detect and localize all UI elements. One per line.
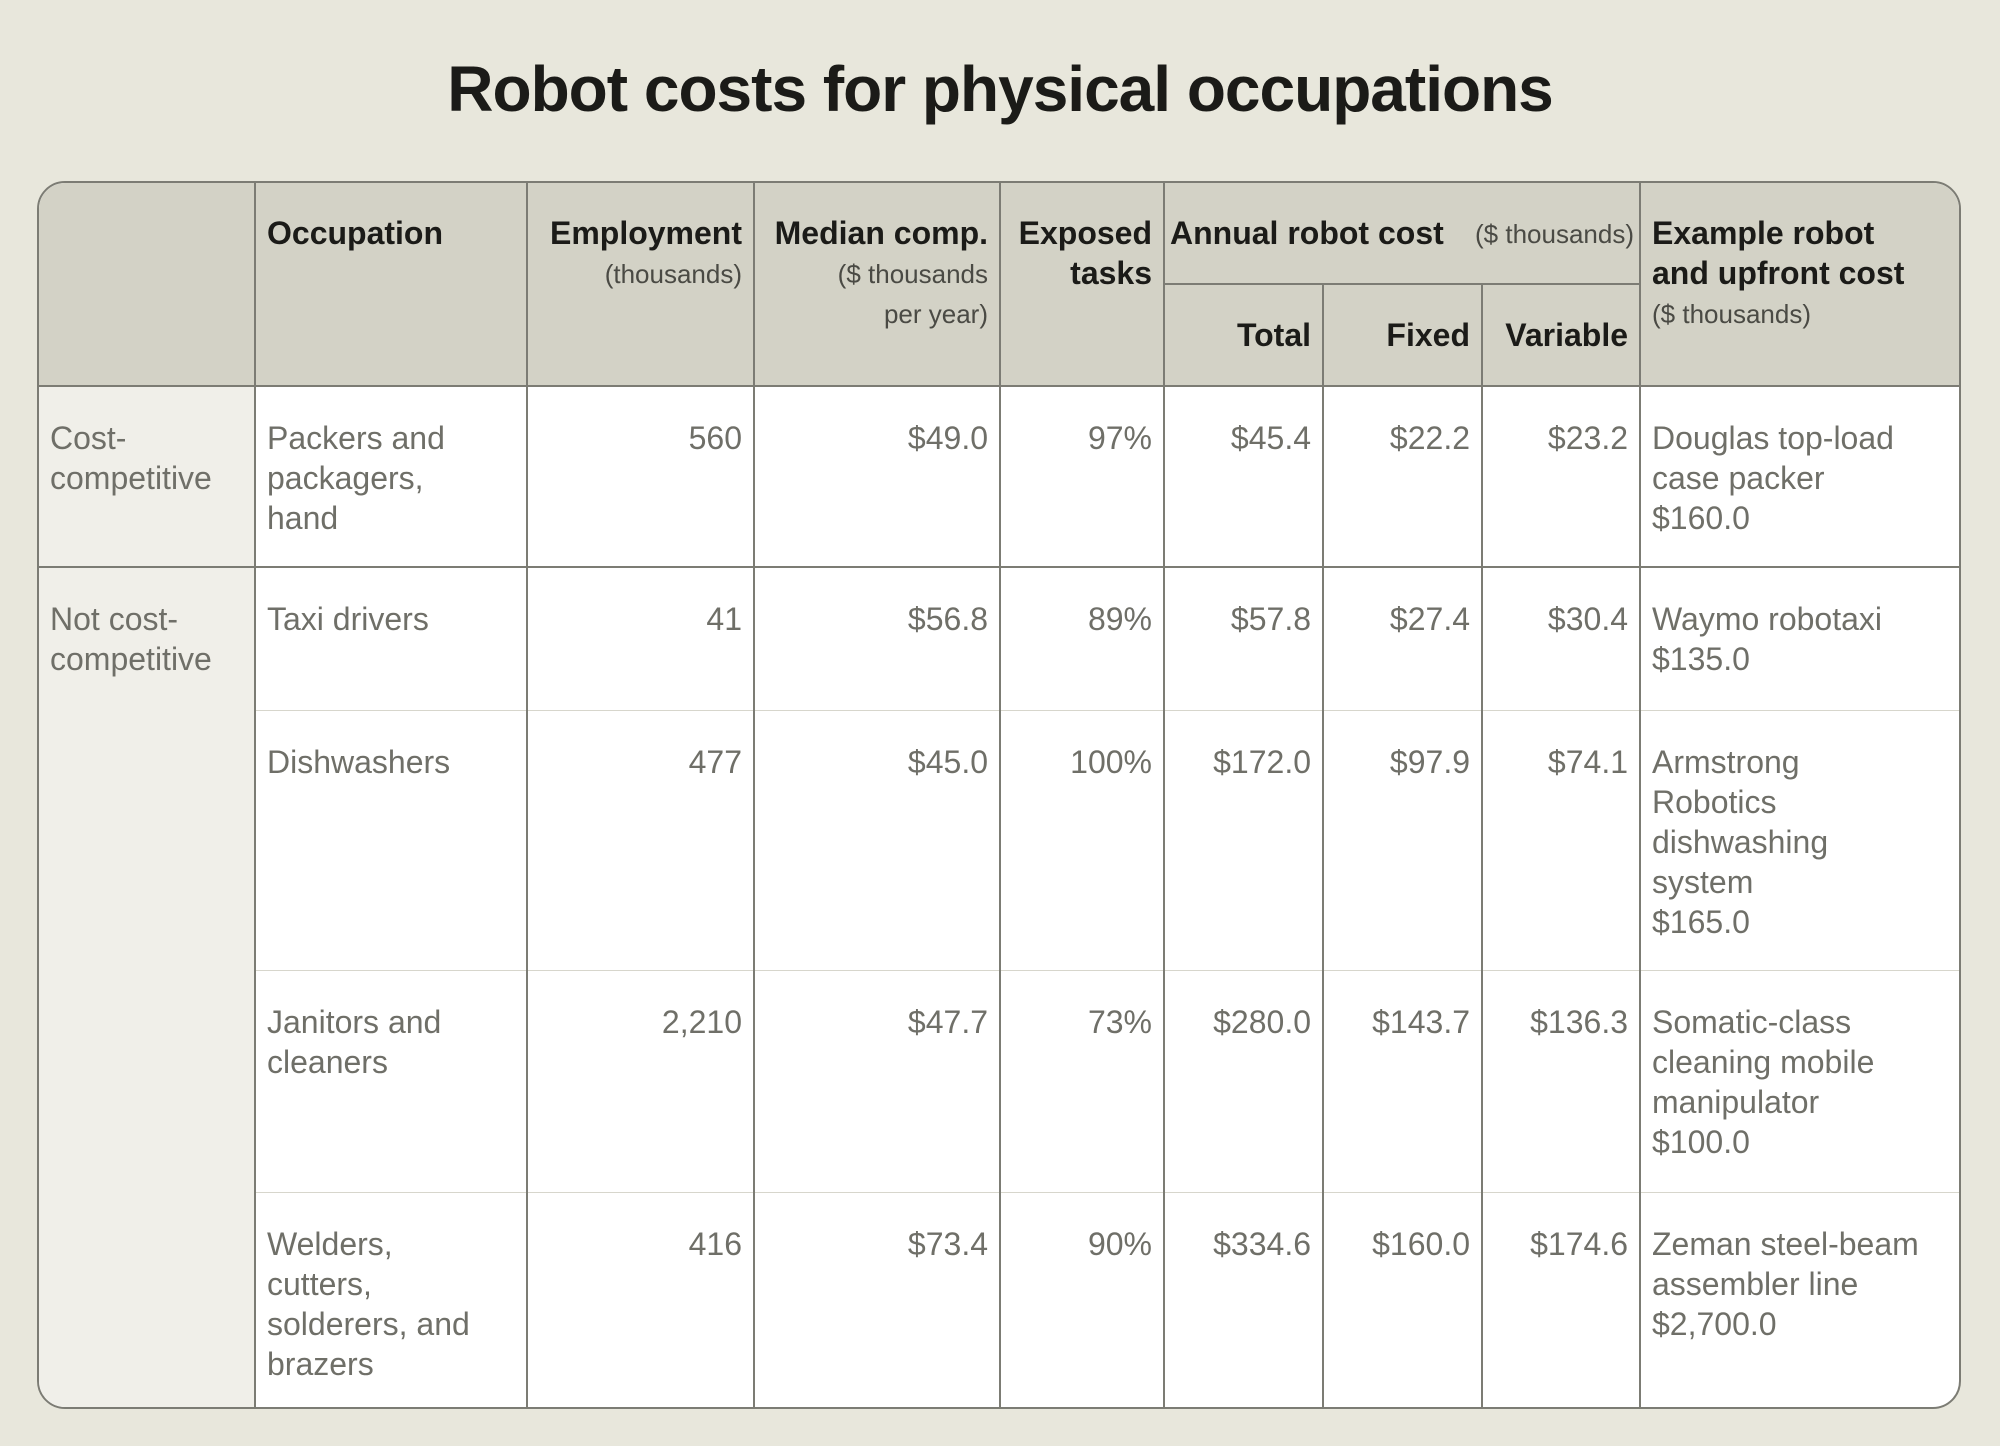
cell-total: $172.0 <box>1213 744 1311 780</box>
cell-employment: 41 <box>706 601 742 637</box>
cell-occupation: solderers, and <box>267 1306 470 1342</box>
cell-occupation: Packers and <box>267 420 445 456</box>
cell-total: $334.6 <box>1213 1226 1311 1262</box>
header-exposed-2: tasks <box>1070 255 1152 291</box>
cell-fixed: $27.4 <box>1389 601 1470 637</box>
cell-example-robot: $100.0 <box>1652 1124 1750 1160</box>
cell-median-comp: $73.4 <box>907 1226 988 1262</box>
cell-fixed: $160.0 <box>1372 1226 1470 1262</box>
header-employment: Employment <box>549 215 742 251</box>
cell-example-robot: Douglas top-load <box>1652 420 1894 456</box>
cell-example-robot: cleaning mobile <box>1652 1044 1875 1080</box>
header-exposed: Exposed <box>1018 215 1152 251</box>
cell-employment: 477 <box>688 744 742 780</box>
header-example-robot: Example robot <box>1652 215 1875 251</box>
cell-variable: $136.3 <box>1530 1004 1628 1040</box>
column-divider <box>254 183 256 1409</box>
cell-example-robot: system <box>1652 864 1754 900</box>
cell-employment: 2,210 <box>661 1004 742 1040</box>
cell-variable: $23.2 <box>1547 420 1628 456</box>
data-table <box>37 181 1961 1409</box>
row-divider <box>255 710 1961 711</box>
cell-example-robot: $2,700.0 <box>1652 1306 1777 1342</box>
header-example-unit: ($ thousands) <box>1652 299 1811 329</box>
cell-occupation: cleaners <box>267 1044 388 1080</box>
cell-variable: $74.1 <box>1547 744 1628 780</box>
cell-example-robot: Waymo robotaxi <box>1652 601 1882 637</box>
column-divider <box>999 183 1001 1409</box>
header-median-comp-unit: ($ thousands <box>837 259 988 289</box>
column-divider <box>1639 183 1641 1409</box>
cell-example-robot: $160.0 <box>1652 500 1750 536</box>
cell-example-robot: dishwashing <box>1652 824 1829 860</box>
header-annual-robot-cost: Annual robot cost <box>1170 215 1444 251</box>
cell-variable: $30.4 <box>1547 601 1628 637</box>
cell-exposed: 73% <box>1087 1004 1152 1040</box>
cell-fixed: $143.7 <box>1372 1004 1470 1040</box>
header-median-comp: Median comp. <box>774 215 988 251</box>
cell-example-robot: $165.0 <box>1652 904 1750 940</box>
cell-example-robot: assembler line <box>1652 1266 1859 1302</box>
group-label: competitive <box>50 641 212 677</box>
cell-occupation: Welders, <box>267 1226 393 1262</box>
cell-occupation: hand <box>267 500 339 536</box>
cell-exposed: 97% <box>1087 420 1152 456</box>
column-divider <box>1481 284 1483 1409</box>
cell-occupation: cutters, <box>267 1266 372 1302</box>
header-median-comp-unit-2: per year) <box>883 299 988 329</box>
header-annual-unit: ($ thousands) <box>1475 219 1634 249</box>
row-divider <box>255 1192 1961 1193</box>
cell-example-robot: Armstrong <box>1652 744 1800 780</box>
column-divider <box>753 183 755 1409</box>
cell-example-robot: Somatic-class <box>1652 1004 1852 1040</box>
header-occupation: Occupation <box>267 215 444 251</box>
cell-occupation: Janitors and <box>267 1004 442 1040</box>
cell-median-comp: $56.8 <box>907 601 988 637</box>
group-label: Not cost- <box>50 601 179 637</box>
header-fixed: Fixed <box>1386 317 1470 353</box>
cell-total: $280.0 <box>1213 1004 1311 1040</box>
cell-example-robot: $135.0 <box>1652 641 1750 677</box>
cell-example-robot: Zeman steel-beam <box>1652 1226 1919 1262</box>
cell-example-robot: case packer <box>1652 460 1825 496</box>
group-label: competitive <box>50 460 212 496</box>
cell-median-comp: $49.0 <box>907 420 988 456</box>
cell-example-robot: manipulator <box>1652 1084 1820 1120</box>
cell-total: $45.4 <box>1230 420 1311 456</box>
column-divider <box>1322 284 1324 1409</box>
cell-fixed: $22.2 <box>1389 420 1470 456</box>
column-divider <box>1163 183 1165 1409</box>
cell-occupation: packagers, <box>267 460 424 496</box>
cell-occupation: brazers <box>267 1346 374 1382</box>
cell-occupation: Taxi drivers <box>267 601 429 637</box>
cell-median-comp: $47.7 <box>907 1004 988 1040</box>
cell-example-robot: Robotics <box>1652 784 1777 820</box>
header-total: Total <box>1236 317 1311 353</box>
cell-variable: $174.6 <box>1530 1226 1628 1262</box>
category-column-background <box>39 386 255 1409</box>
cell-exposed: 90% <box>1087 1226 1152 1262</box>
cell-occupation: Dishwashers <box>267 744 451 780</box>
cell-total: $57.8 <box>1230 601 1311 637</box>
header-variable: Variable <box>1505 317 1628 353</box>
group-label: Cost- <box>50 420 127 456</box>
header-employment-unit: (thousands) <box>604 259 742 289</box>
cell-exposed: 89% <box>1087 601 1152 637</box>
cell-median-comp: $45.0 <box>907 744 988 780</box>
cell-fixed: $97.9 <box>1389 744 1470 780</box>
column-divider <box>526 183 528 1409</box>
annual-subheader-divider <box>1164 283 1640 285</box>
cell-employment: 416 <box>688 1226 742 1262</box>
header-example-robot-2: and upfront cost <box>1652 255 1905 291</box>
chart-title: Robot costs for physical occupations <box>447 53 1553 125</box>
cell-exposed: 100% <box>1070 744 1152 780</box>
row-divider <box>255 970 1961 971</box>
cell-employment: 560 <box>688 420 742 456</box>
